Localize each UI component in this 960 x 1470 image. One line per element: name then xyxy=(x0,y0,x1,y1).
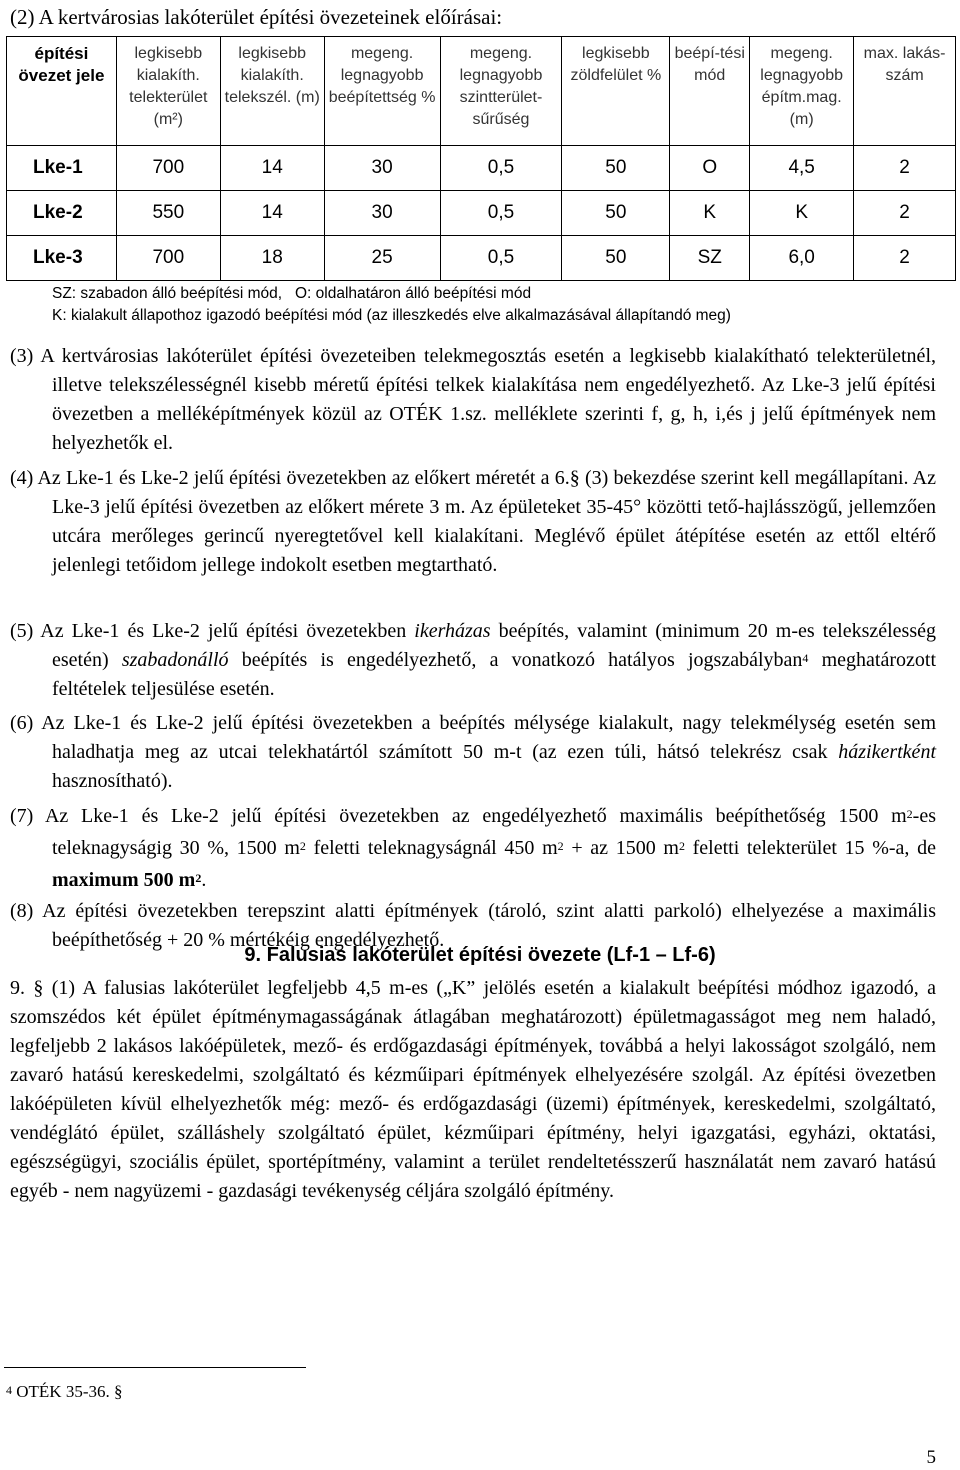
footnote-ref: 4 xyxy=(802,651,809,665)
superscript: 2 xyxy=(557,839,564,853)
paragraph-text xyxy=(10,617,936,704)
zone-code-cell: Lke-2 xyxy=(7,191,117,236)
footnote-text: OTÉK 35-36. § xyxy=(12,1382,123,1401)
paragraph-9 xyxy=(10,974,936,1206)
italic-term: szabadonálló xyxy=(121,649,229,671)
text-span: (7) Az Lke-1 és Lke-2 jelű építési övezetekben az engedélyezhető maximális beépíthetőség 1500 m xyxy=(10,805,907,827)
footnote-separator xyxy=(4,1367,306,1368)
table-cell: 6,0 xyxy=(750,236,854,281)
table-cell: 14 xyxy=(220,191,324,236)
table-cell: 700 xyxy=(116,236,220,281)
text-span: beépítés, valamint (minimum 20 m-es telekszélesség esetén) xyxy=(52,620,937,671)
table-cell: 4,5 xyxy=(750,146,854,191)
paragraph-text xyxy=(10,800,936,896)
zone-code-cell: Lke-1 xyxy=(7,146,117,191)
page-number: 5 xyxy=(926,1447,936,1468)
header-cell: legkisebb kialakíth. telekszél. (m) xyxy=(220,37,324,146)
table-cell: 30 xyxy=(324,146,440,191)
zone-rules-table xyxy=(6,36,956,281)
paragraph-text: (8) Az építési övezetekben terepszint alatti építmények (tároló, szint alatti parkoló) elhelyezése a maximális beépíthetőség + 20 % mértékéig engedélyezhető. xyxy=(10,900,936,951)
paragraph-4 xyxy=(10,464,936,580)
table-cell: 0,5 xyxy=(440,191,562,236)
table-cell: O xyxy=(670,146,750,191)
table-cell: 700 xyxy=(116,146,220,191)
header-cell: max. lakás-szám xyxy=(854,37,956,146)
table-cell: 14 xyxy=(220,146,324,191)
superscript: 2 xyxy=(195,871,202,885)
paragraph-5 xyxy=(10,617,936,704)
table-cell: 2 xyxy=(854,191,956,236)
table-row xyxy=(7,191,956,236)
table-legend xyxy=(52,283,731,327)
paragraph-7 xyxy=(10,800,936,896)
table-cell: 2 xyxy=(854,236,956,281)
text-span: feletti teleknagyságnál 450 m xyxy=(305,837,558,859)
table-cell: K xyxy=(750,191,854,236)
table-cell: 0,5 xyxy=(440,146,562,191)
chapter-title: 9. Falusias lakóterület építési övezete (Lf-1 – Lf-6) xyxy=(244,944,716,966)
text-span: (6) Az Lke-1 és Lke-2 jelű építési övezetekben a beépítés mélysége kialakult, nagy telekmélység esetén sem haladhatja meg az utcai telekhatártól számított 50 m-t (az ezen túli, hátsó telekrész csak xyxy=(10,712,936,763)
section-heading: (2) A kertvárosias lakóterület építési övezeteinek előírásai: xyxy=(10,5,503,29)
table-cell: 25 xyxy=(324,236,440,281)
header-cell: megeng. legnagyobb építm.mag. (m) xyxy=(750,37,854,146)
paragraph-6 xyxy=(10,709,936,796)
text-span: maximum 500 m xyxy=(52,869,196,891)
italic-term: ikerházas xyxy=(414,620,491,642)
footnote-number: 4 xyxy=(6,1383,12,1397)
header-cell: legkisebb kialakíth. telekterület (m²) xyxy=(116,37,220,146)
header-cell: legkisebb zöldfelület % xyxy=(562,37,670,146)
header-cell: építési övezet jele xyxy=(7,37,117,146)
table-cell: 550 xyxy=(116,191,220,236)
text-span: beépítés is engedélyezhető, a vonatkozó hatályos jogszabályban xyxy=(228,649,803,671)
table-cell: 18 xyxy=(220,236,324,281)
legend-line: K: kialakult állapothoz igazodó beépítési mód (az illeszkedés elve alkalmazásával állapítandó meg) xyxy=(52,307,731,324)
table-row xyxy=(7,146,956,191)
paragraph-text: (4) Az Lke-1 és Lke-2 jelű építési övezetekben az előkert méretét a 6.§ (3) bekezdése szerint kell megállapítani. Az Lke-3 jelű építési övezetben az előkert mérete 3 m. Az épületeket 35-45° közötti tető-hajlásszögű, jellemzően utcára merőleges gerincű nyeregtetővel kell kialakítani. Meglévő épület átépítése esetén az ettől eltérő jelenlegi tetőidom jellege indokolt esetben megtartható. xyxy=(10,467,936,576)
superscript: 2 xyxy=(678,839,685,853)
text-span: hasznosítható). xyxy=(52,770,173,792)
text-span: feletti telekterület 15 %-a, de xyxy=(684,837,936,859)
table-cell: 50 xyxy=(562,146,670,191)
superscript: 2 xyxy=(906,807,913,821)
table-cell: 0,5 xyxy=(440,236,562,281)
paragraph-3 xyxy=(10,342,936,458)
table-cell: 2 xyxy=(854,146,956,191)
legend-line: SZ: szabadon álló beépítési mód, O: oldalhatáron álló beépítési mód xyxy=(52,285,532,302)
bold-text xyxy=(52,869,201,891)
superscript: 2 xyxy=(299,839,306,853)
paragraph-text: 9. § (1) A falusias lakóterület legfeljebb 4,5 m-es („K” jelölés esetén a kialakult beépítési módhoz igazodó, a szomszédos két épület építménymagasságának átlagában meghatározott) épületmagasságot meg nem haladó, legfeljebb 2 lakásos lakóépületek, mező- és erdőgazdasági építmények, továbbá a helyi lakosságot szolgáló, nem zavaró hatású kereskedelmi, szolgáltató és kézműipari építmények elhelyezésére szolgál. Az építési övezetben lakóépületen kívül elhelyezhetők még: mező- és erdőgazdasági (üzemi) építmények, kereskedelmi, szolgáltató, vendéglátó épület, szálláshely szolgáltató épület, kézműipari építmény, helyi igazgatási, egyházi, oktatási, egészségügyi, szociális épület, sportépítmény, valamint a terület rendeltetésszerű használatát nem zavaró hatású egyéb - nem nagyüzemi - gazdasági tevékenység céljára szolgáló építmény. xyxy=(10,977,936,1202)
table-row xyxy=(7,236,956,281)
table-cell: SZ xyxy=(670,236,750,281)
paragraph-text: (3) A kertvárosias lakóterület építési övezeteiben telekmegosztás esetén a legkisebb kialakítható telekterületnél, illetve telekszélességnél kisebb méretű építési telkek kialakítása nem engedélyezhető. Az Lke-3 jelű építési övezetben a melléképítmények közül az OTÉK 1.sz. melléklete szerinti f, g, h, i,és j jelű építmények nem helyezhetők el. xyxy=(10,345,936,454)
header-cell: megeng. legnagyobb szintterület-sűrűség xyxy=(440,37,562,146)
footnote xyxy=(6,1380,122,1404)
header-cell: megeng. legnagyobb beépítettség % xyxy=(324,37,440,146)
text-span: -es teleknagyságig 30 %, 1500 m xyxy=(52,805,936,859)
table-cell: 30 xyxy=(324,191,440,236)
header-cell: beépí-tési mód xyxy=(670,37,750,146)
table-header-row xyxy=(7,37,956,146)
table-cell: 50 xyxy=(562,236,670,281)
text-span: meghatározott feltételek teljesülése esetén. xyxy=(52,649,936,700)
table-cell: K xyxy=(670,191,750,236)
paragraph-text xyxy=(10,709,936,796)
text-span: (5) Az Lke-1 és Lke-2 jelű építési övezetekben xyxy=(10,620,415,642)
table-cell: 50 xyxy=(562,191,670,236)
text-span: + az 1500 m xyxy=(563,837,679,859)
zone-code-cell: Lke-3 xyxy=(7,236,117,281)
text-span: . xyxy=(201,869,207,891)
italic-term: házikertként xyxy=(838,741,936,763)
